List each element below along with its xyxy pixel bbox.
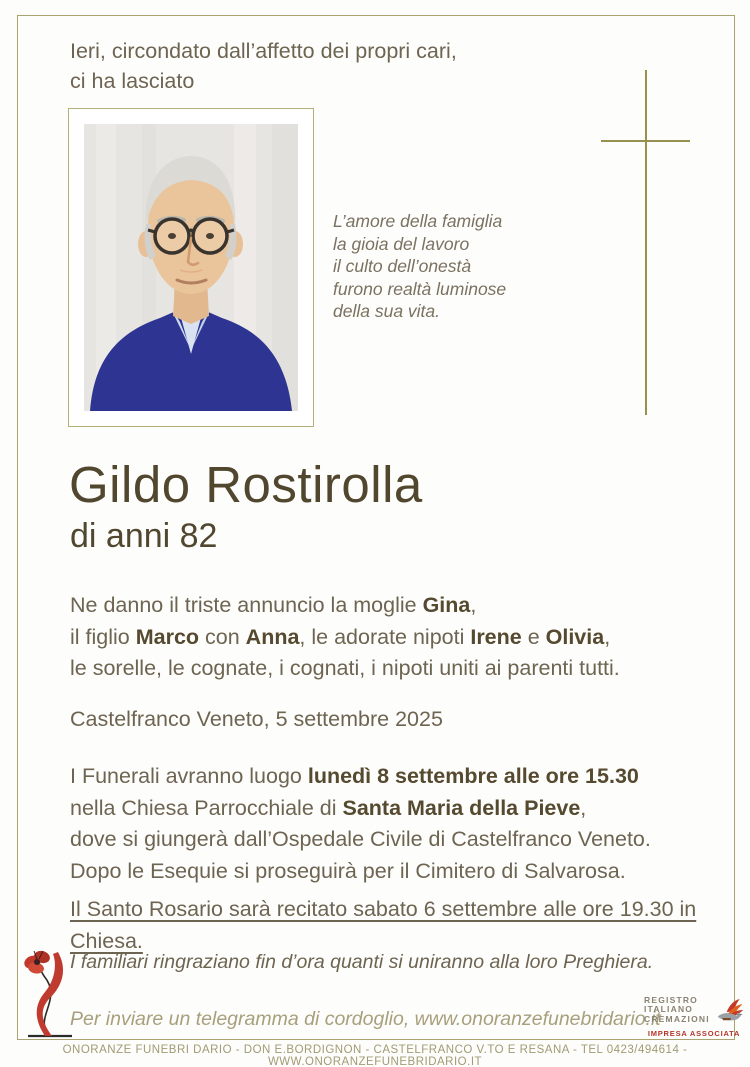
phoenix-dove-logo [712,993,744,1027]
telegram-info: Per inviare un telegramma di cordoglio, www.onoranzefunebridario.it [70,1008,661,1030]
epitaph-line: della sua vita. [333,301,441,321]
epitaph-line: furono realtà luminose [333,278,507,299]
announcement-line-3: le sorelle, le cognate, i cognati, i nipoti uniti ai parenti tutti. [70,656,620,680]
family-announcement [70,590,620,685]
family-thanks: I familiari ringraziano fin d’ora quanti si uniranno alla loro Preghiera. [70,951,654,973]
opening-line-2: ci ha lasciato [70,69,195,93]
funeral-line-3: dove si giungerà dall’Ospedale Civile di Castelfranco Veneto. [70,827,651,851]
funeral-line-4: Dopo le Esequie si proseguirà per il Cimitero di Salvarosa. [70,858,626,883]
rosary-notice: Il Santo Rosario sarà recitato sabato 6 settembre alle ore 19.30 in Chiesa. [70,897,697,953]
relative-name: Olivia [545,624,605,649]
opening-line [70,36,457,96]
memorial-cross-icon [595,65,696,420]
relative-name: Anna [245,624,300,649]
epitaph-line: il culto dell’onestà [333,256,472,276]
footer-contact-line: ONORANZE FUNEBRI DARIO - DON E.BORDIGNON - CASTELFRANCO V.TO E RESANA - TEL 0423/494614 - WWW.ONORANZEFUNEBRIDARIO.IT [62,1044,688,1067]
relative-name: Irene [470,624,522,649]
funeral-details [70,761,651,887]
epitaph-line: L’amore della famiglia [333,211,503,231]
funeral-datetime: lunedì 8 settembre alle ore 15.30 [307,764,639,788]
funeral-line-1: I Funerali avranno luogo lunedì 8 settembre alle ore 15.30 [70,764,639,788]
opening-line-1: Ieri, circondato dall’affetto dei propri cari, [70,39,457,63]
epitaph-verse [333,210,506,323]
portrait-frame [68,108,314,427]
deceased-age: di anni 82 [70,517,218,555]
funeral-home-flower-logo [20,946,78,1040]
relative-name: Gina [422,593,471,617]
church-name: Santa Maria della Pieve [342,795,581,820]
poppy-flower-head [22,949,51,975]
cremation-registry-badge [644,993,744,1039]
announcement-line-2: il figlio Marco con Anna, le adorate nipoti Irene e Olivia, [70,624,611,649]
place-date-line: Castelfranco Veneto, 5 settembre 2025 [70,707,443,731]
badge-subtitle: IMPRESA ASSOCIATA [647,1029,741,1038]
badge-title: REGISTRO ITALIANO CREMAZIONI [644,994,710,1024]
deceased-portrait-photo [84,124,298,411]
funeral-line-2: nella Chiesa Parrocchiale di Santa Maria della Pieve, [70,795,587,820]
announcement-line-1: Ne danno il triste annuncio la moglie Gina, [70,593,477,617]
epitaph-line: la gioia del lavoro [333,233,470,254]
relative-name: Marco [135,624,200,649]
deceased-name: Gildo Rostirolla [69,456,423,513]
